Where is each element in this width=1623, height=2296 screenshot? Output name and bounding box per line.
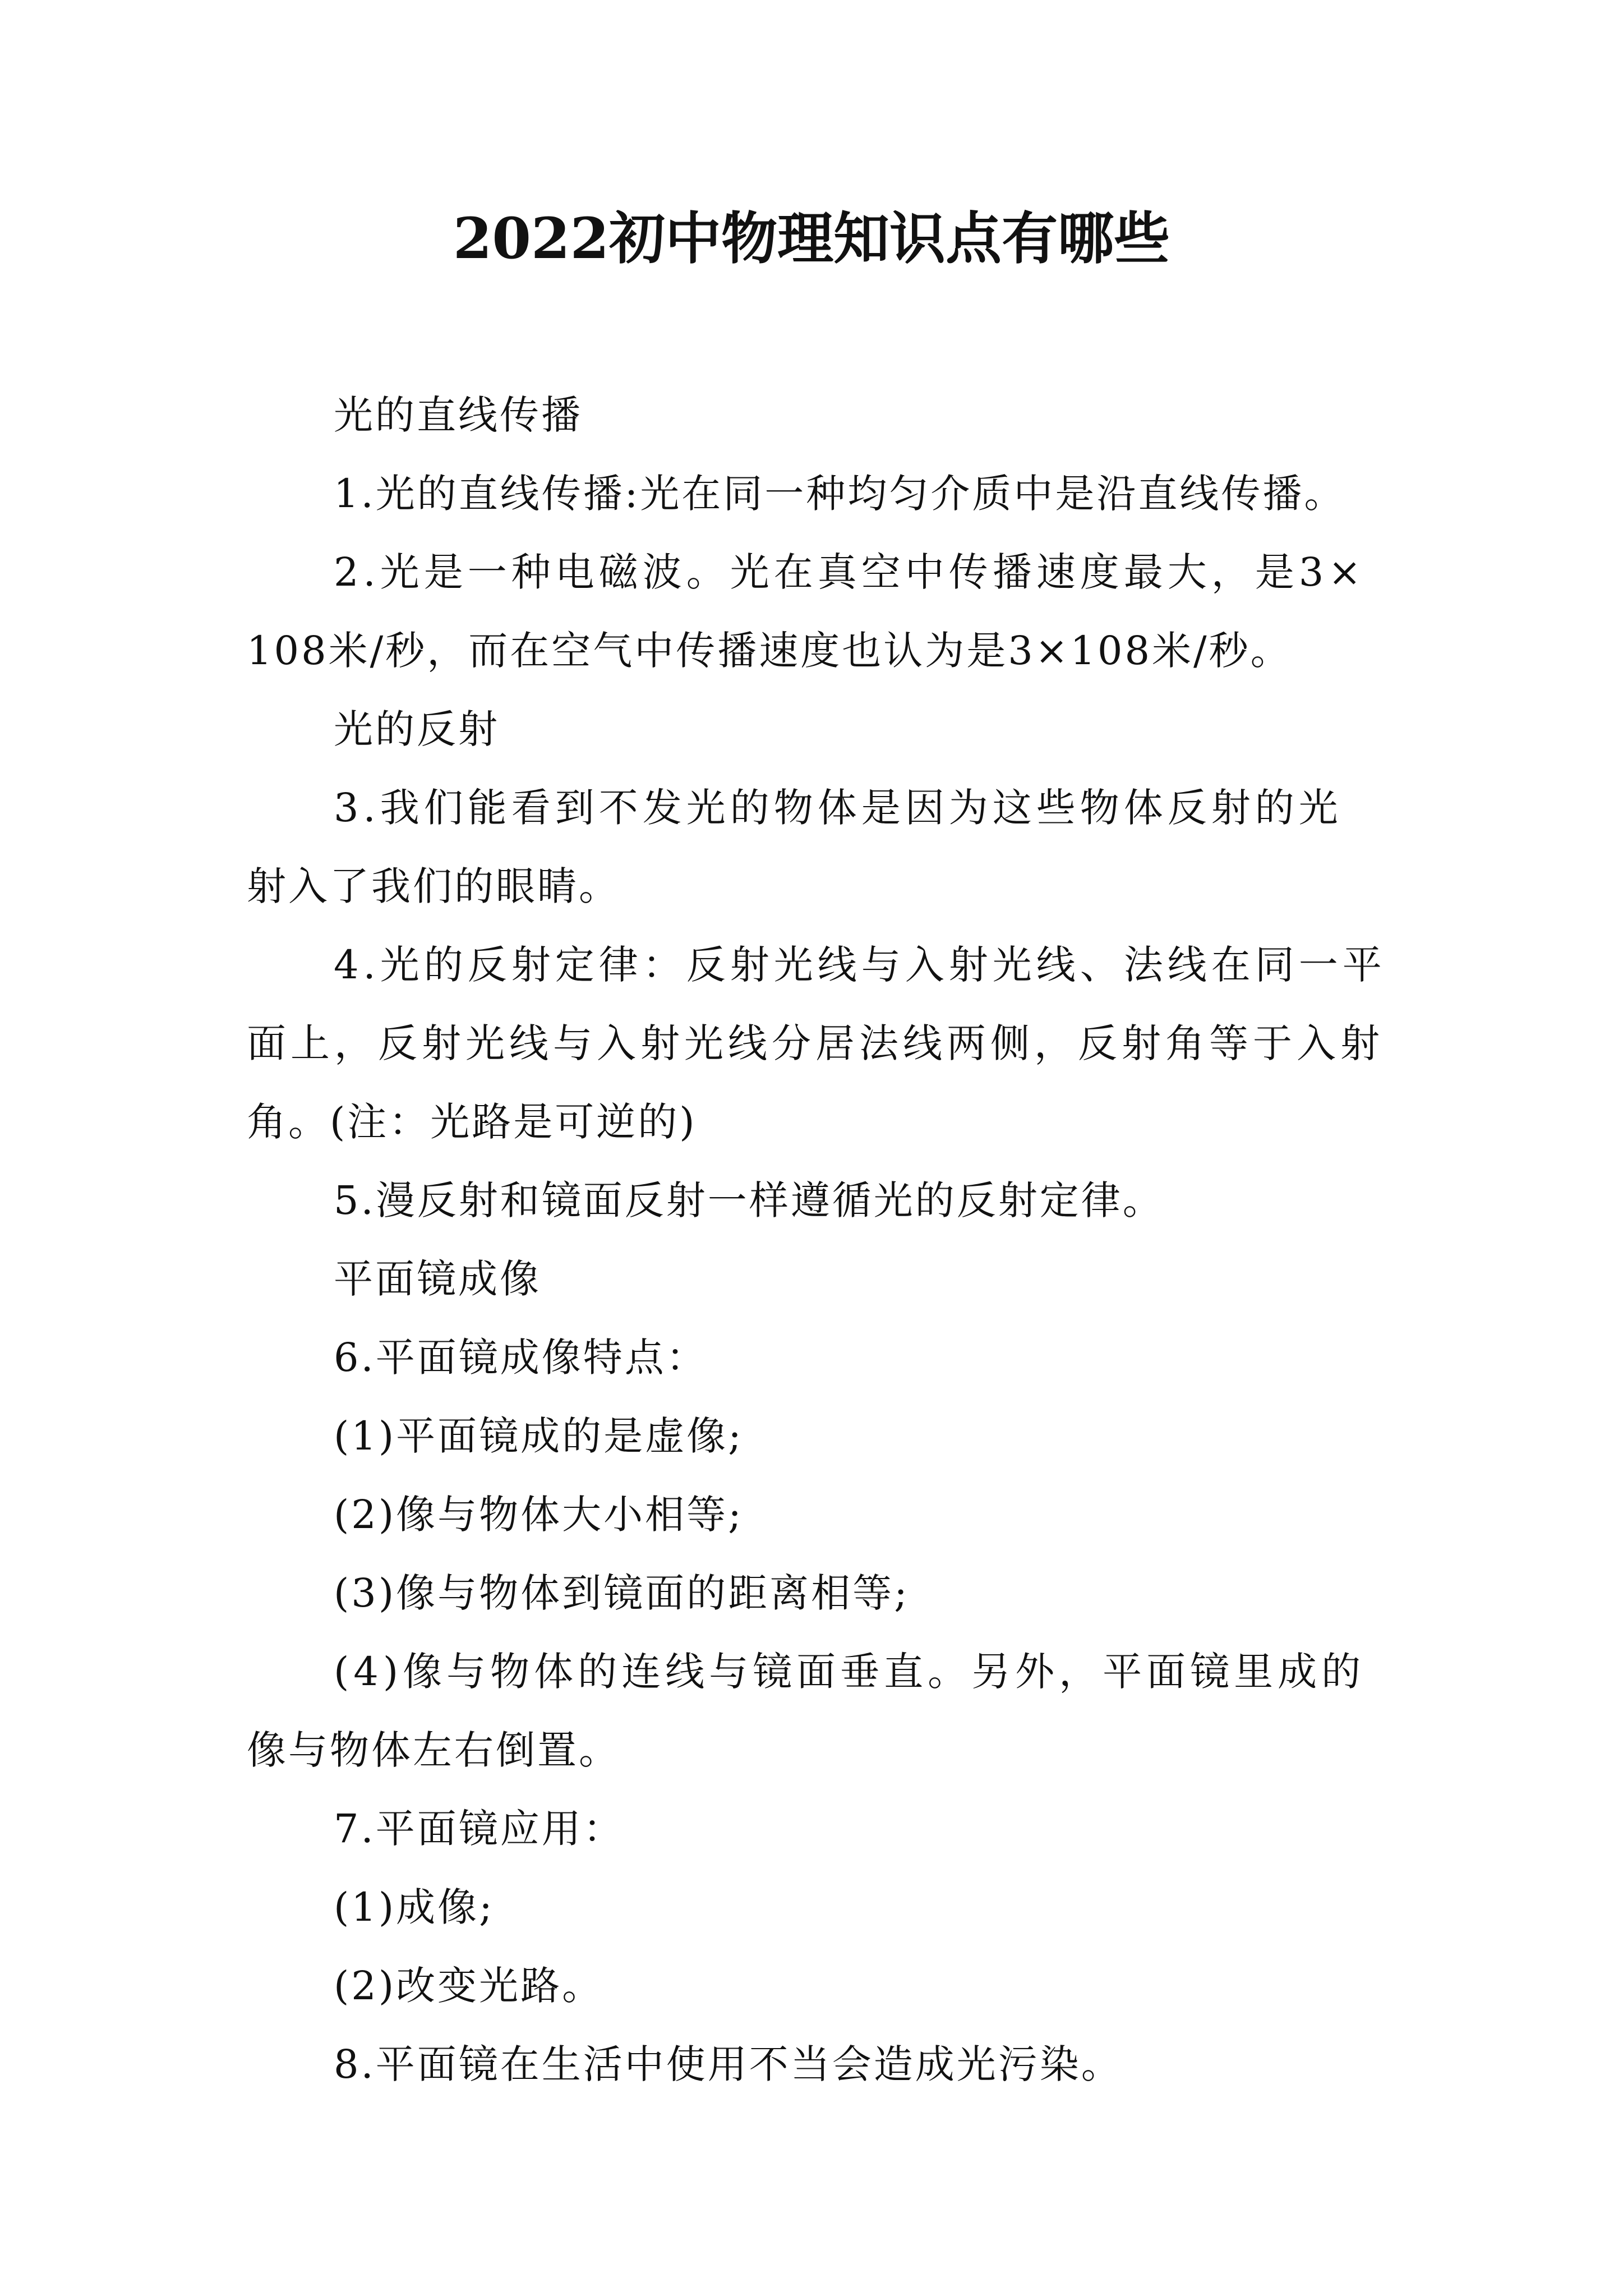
paragraph-line: 像与物体左右倒置。 (247, 1727, 620, 1773)
paragraph-line: 面上，反射光线与入射光线分居法线两侧，反射角等于入射 (247, 1020, 1384, 1066)
paragraph-line: 3.我们能看到不发光的物体是因为这些物体反射的光 (334, 785, 1343, 831)
paragraph-line: 4.光的反射定律：反射光线与入射光线、法线在同一平 (334, 942, 1386, 988)
list-item: (1)成像; (334, 1884, 495, 1930)
paragraph-line: 6.平面镜成像特点： (334, 1335, 708, 1381)
paragraph-line: 角。(注：光路是可逆的) (247, 1099, 697, 1145)
section-heading-plane-mirror: 平面镜成像 (334, 1256, 541, 1302)
paragraph-line: 8.平面镜在生活中使用不当会造成光污染。 (334, 2041, 1123, 2087)
section-heading-rectilinear-propagation: 光的直线传播 (334, 392, 583, 438)
paragraph-line: 108米/秒，而在空气中传播速度也认为是3×108米/秒。 (247, 628, 1292, 674)
list-item: (2)像与物体大小相等; (334, 1492, 744, 1538)
paragraph-line: 7.平面镜应用： (334, 1806, 625, 1852)
list-item: (4)像与物体的连线与镜面垂直。另外，平面镜里成的 (334, 1649, 1366, 1695)
paragraph-line: 1.光的直线传播:光在同一种均匀介质中是沿直线传播。 (334, 471, 1346, 517)
paragraph-line: 2.光是一种电磁波。光在真空中传播速度最大，是3× (334, 549, 1366, 595)
list-item: (2)改变光路。 (334, 1963, 604, 2009)
list-item: (1)平面镜成的是虚像; (334, 1413, 744, 1459)
paragraph-line: 5.漫反射和镜面反射一样遵循光的反射定律。 (334, 1177, 1164, 1223)
section-heading-reflection: 光的反射 (334, 706, 500, 752)
document-title: 2022初中物理知识点有哪些 (453, 205, 1170, 272)
paragraph-line: 射入了我们的眼睛。 (247, 863, 620, 909)
list-item: (3)像与物体到镜面的距离相等; (334, 1570, 910, 1616)
